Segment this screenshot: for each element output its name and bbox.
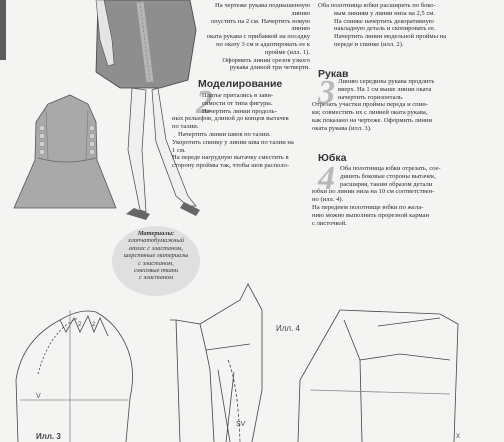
text-line: 1 см. <box>172 146 186 154</box>
text-line: рукава длиной три четверти. <box>229 64 310 72</box>
text-line: Линию середины рукава продлить <box>338 78 435 85</box>
step-number-3: 3 <box>318 74 335 111</box>
text-line: На спинке начертить декоративную <box>334 17 434 25</box>
text-line: вым линиям у линии низа на 2,5 см. <box>334 9 436 17</box>
mark-v: V <box>36 393 41 400</box>
text-line: динить боковые стороны вытачек, <box>340 172 436 180</box>
mark-2a: 2 <box>78 322 82 328</box>
step-number-2: 2 <box>196 84 213 121</box>
skirt-text <box>312 160 462 227</box>
text-line: На переднем полотнище юбки по жела- <box>312 203 424 211</box>
text-line: с листочкой. <box>312 219 347 227</box>
text-line: Начертить линии швов по талии. <box>178 130 271 138</box>
text-line: На чертеже рукава подиышенную линию <box>214 2 310 17</box>
text-line: На переде нагрудную вытачку сместить в <box>172 154 289 162</box>
text-line: шерстяные материалы <box>123 252 189 260</box>
pattern-diagram <box>0 280 504 442</box>
text-line: как показано на чертеже. Оформить линии <box>312 116 432 124</box>
text-line: сторону проймы так, чтобы шов располо- <box>172 162 290 170</box>
text-line: хлопчатобумажный <box>128 237 184 245</box>
text-line: с эластаном <box>138 274 174 282</box>
text-line: ных рельефов, длиной до концов вытачек <box>172 115 289 123</box>
text-line: по окату 3 см и адаптировать ее к <box>216 40 310 48</box>
text-line: Начертить линии продоль- <box>202 107 277 115</box>
text-line: Укоротить спинку у линии шва по талии на <box>172 138 294 146</box>
text-line: смесовые ткани <box>133 267 179 275</box>
text-line: Начертить линии модельной проймы на <box>334 33 447 41</box>
text-line: начертить горизонталь. <box>338 93 404 101</box>
text-line: Отрезать участки проймы переда и спин- <box>312 101 428 109</box>
ill-4-label: Илл. 4 <box>276 324 300 333</box>
text-line: симости от типа фигуры. <box>202 99 273 107</box>
text-line: переде и спинке (илл. 2). <box>334 40 404 48</box>
text-line: пройме (илл. 1). <box>264 48 310 56</box>
text-line: Оба полотнища юбки расширить по боко- <box>318 2 436 9</box>
col2-top-text <box>318 2 458 49</box>
mark-2b: 2 <box>92 322 96 328</box>
text-line: по талии. <box>172 123 199 131</box>
text-line: юбки по линии низа на 10 см соответствен- <box>312 188 435 196</box>
section-heading-modeling: Моделирование <box>198 78 283 90</box>
text-line: с эластаном, <box>138 259 174 267</box>
text-line: но (илл. 4). <box>312 196 344 204</box>
step-number-4: 4 <box>318 160 335 197</box>
intro-text <box>198 2 310 72</box>
modeling-text <box>172 92 312 170</box>
mark-sv: SV <box>236 421 246 428</box>
text-line: расширяя, таким образом детали <box>340 180 433 188</box>
text-line: Платье притались в зави- <box>202 92 274 99</box>
mark-x: X <box>456 434 461 440</box>
text-line: Оформить линии срезов узкого <box>222 56 310 64</box>
materials-title: Материалы: <box>137 230 175 237</box>
sleeve-text <box>312 74 462 133</box>
text-line: ки; совместить их с линией оката рукава, <box>312 109 428 117</box>
text-line: Оба полотнища юбки отрезать, сое- <box>340 165 441 172</box>
section-heading-sleeve: Рукав <box>318 68 349 80</box>
text-line: оката рукава (илл. 3). <box>312 124 372 132</box>
ill-3-label: Илл. 3 <box>36 432 61 441</box>
section-heading-skirt: Юбка <box>318 152 347 164</box>
text-line: оката рукава с прибавкой на посадку <box>206 33 310 41</box>
text-line: опустить на 2 см. Начертить новую линию <box>210 17 310 33</box>
text-line: вверх. На 1 см выше линии оката <box>338 85 432 93</box>
text-line: накладную деталь и скопировать ее. <box>334 25 436 33</box>
text-line: атлас с эластаном, <box>129 244 183 252</box>
text-line: нию можно выполнить прорезной карман <box>312 211 429 219</box>
